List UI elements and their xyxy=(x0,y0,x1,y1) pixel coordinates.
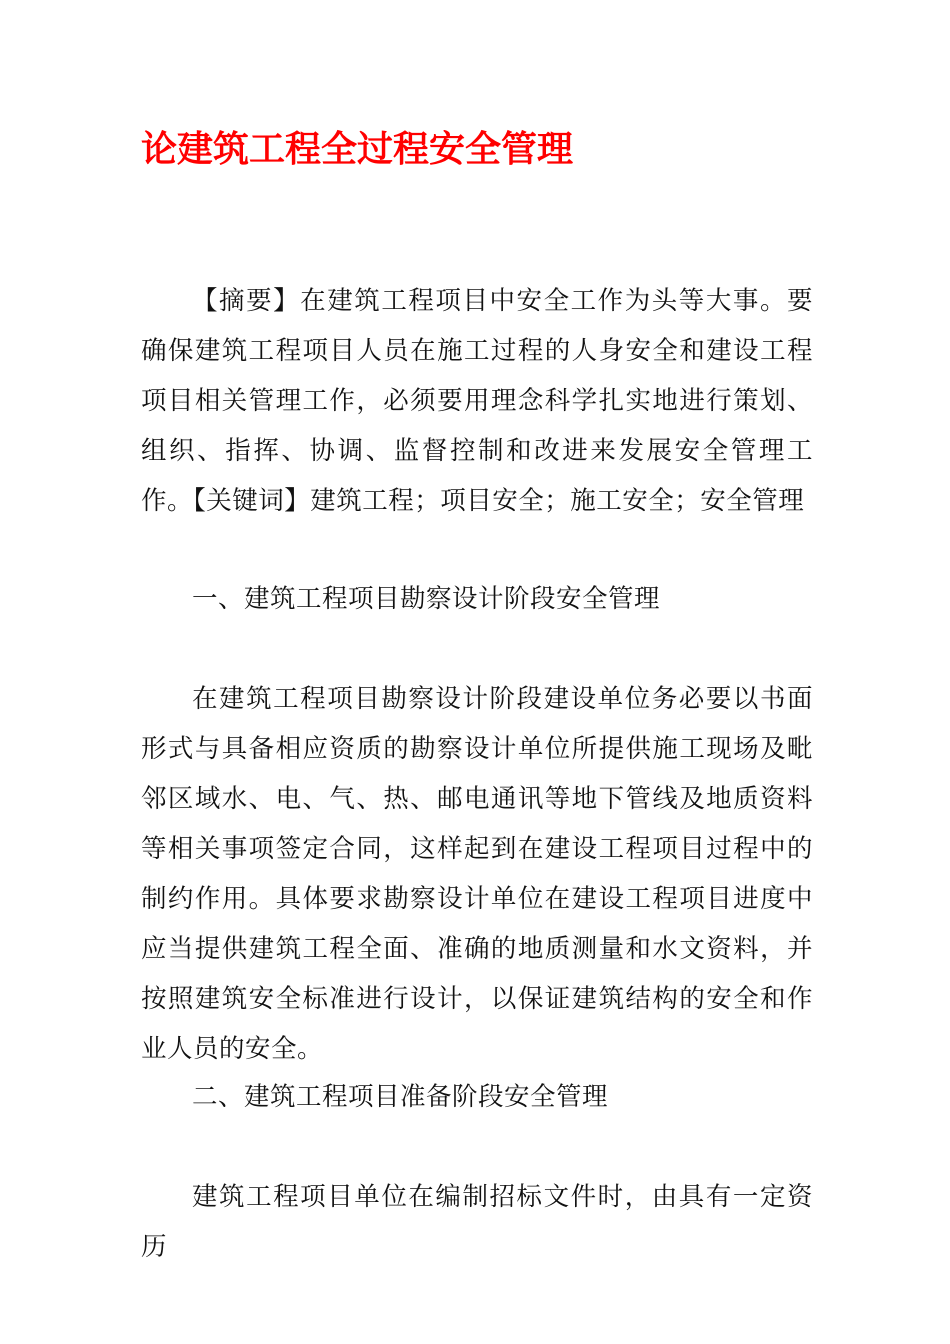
section-heading-1: 一、建筑工程项目勘察设计阶段安全管理 xyxy=(192,584,661,614)
document-title: 论建筑工程全过程安全管理 xyxy=(141,129,574,170)
section-body-2: 建筑工程项目单位在编制招标文件时，由具有一定资历 xyxy=(141,1182,813,1262)
section-heading-2: 二、建筑工程项目准备阶段安全管理 xyxy=(192,1082,609,1112)
abstract-paragraph: 【摘要】在建筑工程项目中安全工作为头等大事。要确保建筑工程项目人员在施工过程的人身安全和建设工程项目相关管理工作，必须要用理念科学扎实地进行策划、组织、指挥、协调、监督控制和改进来发展安全管理工作。【关键词】建筑工程；项目安全；施工安全；安全管理 xyxy=(141,286,813,516)
section-body-1: 在建筑工程项目勘察设计阶段建设单位务必要以书面形式与具备相应资质的勘察设计单位所提供施工现场及毗邻区域水、电、气、热、邮电通讯等地下管线及地质资料等相关事项签定合同，这样起到在建设工程项目过程中的制约作用。具体要求勘察设计单位在建设工程项目进度中应当提供建筑工程全面、准确的地质测量和水文资料，并按照建筑安全标准进行设计，以保证建筑结构的安全和作业人员的安全。 xyxy=(141,684,813,1064)
